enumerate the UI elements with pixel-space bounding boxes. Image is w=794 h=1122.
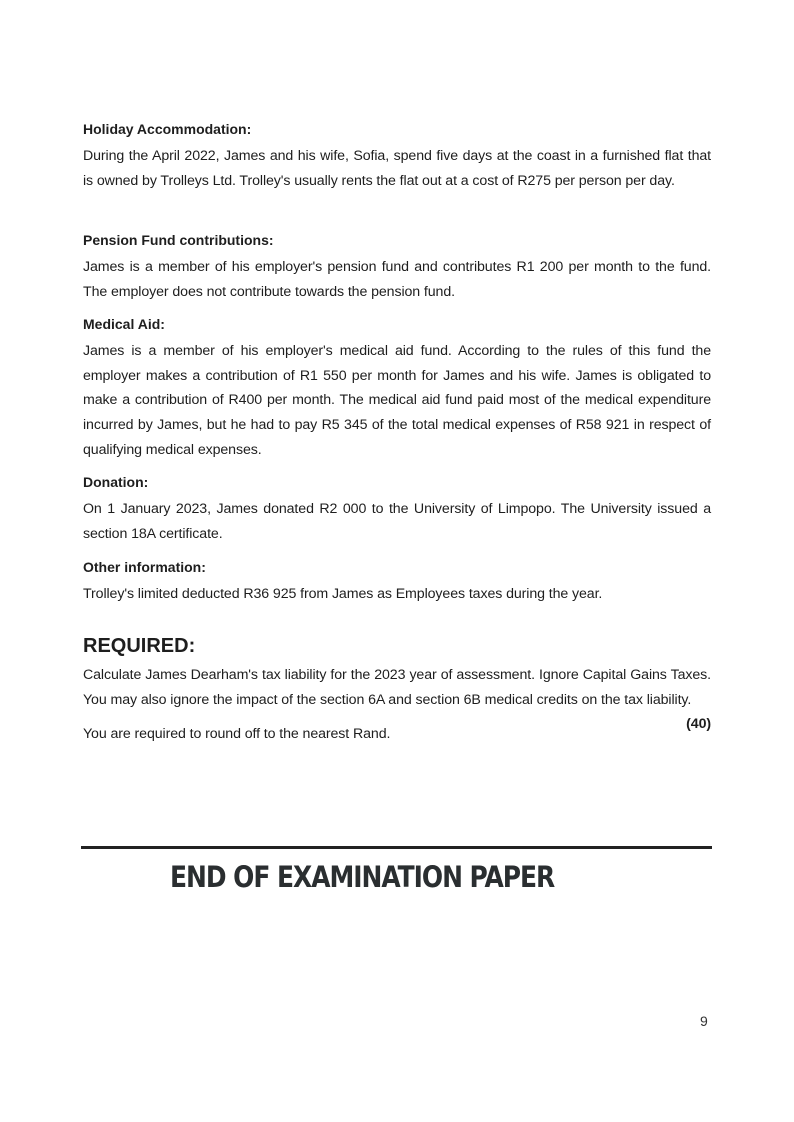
page-number: 9	[700, 1013, 708, 1029]
section-heading: Donation:	[83, 474, 149, 490]
required-instructions: Calculate James Dearham's tax liability for the 2023 year of assessment. Ignore Capital Gains Taxes. You may also ignore the impact of the section 6A and section 6B medical credits on the tax liability.	[83, 667, 711, 708]
section-text: On 1 January 2023, James donated R2 000 to the University of Limpopo. The University issued a section 18A certificate.	[83, 501, 711, 542]
section-medical-aid	[83, 315, 711, 463]
section-text: During the April 2022, James and his wife, Sofia, spend five days at the coast in a furnished flat that is owned by Trolleys Ltd. Trolley's usually rents the flat out at a cost of R275 per person per day.	[83, 148, 711, 189]
section-text: James is a member of his employer's pension fund and contributes R1 200 per month to the fund. The employer does not contribute towards the pension fund.	[83, 259, 711, 300]
section-holiday-accommodation	[83, 120, 711, 193]
divider	[81, 846, 712, 849]
section-heading: Pension Fund contributions:	[83, 232, 274, 248]
section-text: James is a member of his employer's medical aid fund. According to the rules of this fund the employer makes a contribution of R1 550 per month for James and his wife. James is obligated to make a contribution of R400 per month. The medical aid fund paid most of the medical expenditure incurred by James, but he had to pay R5 345 of the total medical expenses of R58 921 in respect of qualifying medical expenses.	[83, 343, 711, 458]
required-text	[83, 663, 711, 733]
section-text: Trolley's limited deducted R36 925 from James as Employees taxes during the year.	[83, 586, 603, 602]
required-heading: REQUIRED:	[83, 635, 196, 657]
required-section	[83, 637, 711, 747]
section-heading: Medical Aid:	[83, 316, 165, 332]
section-pension-fund	[83, 231, 711, 304]
end-title: END OF EXAMINATION PAPER	[170, 860, 555, 894]
section-other-information	[83, 558, 711, 607]
section-heading: Holiday Accommodation:	[83, 121, 252, 137]
rounding-note: You are required to round off to the nearest Rand.	[83, 726, 391, 743]
marks: (40)	[686, 716, 711, 733]
section-donation	[83, 473, 711, 546]
section-heading: Other information:	[83, 559, 206, 575]
